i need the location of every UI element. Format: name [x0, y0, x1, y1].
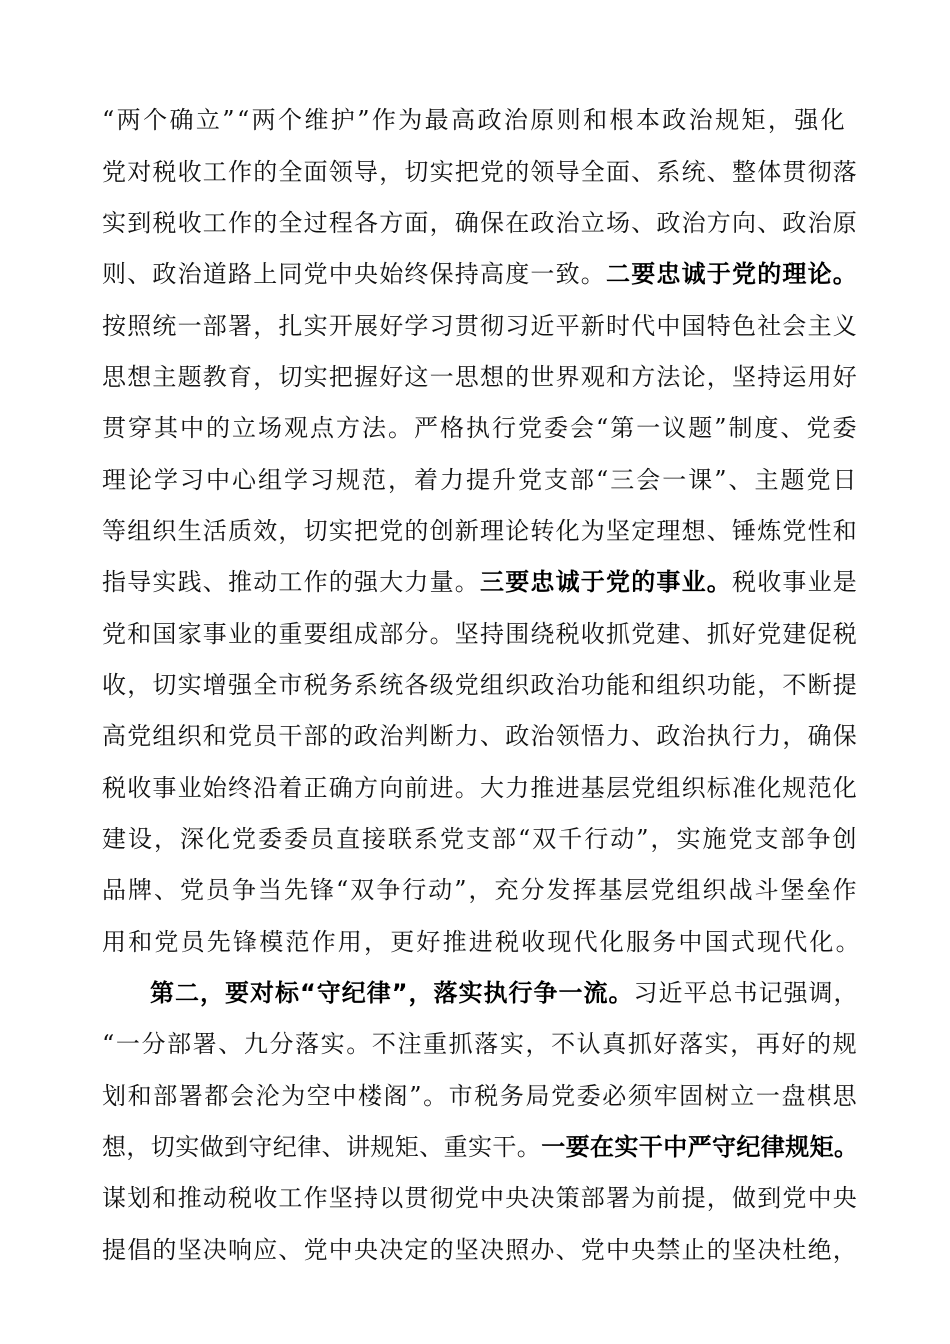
- bold-heading: 三要忠诚于党的事业。: [480, 568, 732, 596]
- text-line: 收，切实增强全市税务系统各级党组织政治功能和组织功能，不断提: [102, 671, 858, 699]
- text-line: 指导实践、推动工作的强大力量。三要忠诚于党的事业。税收事业是: [102, 568, 858, 596]
- text-line: 划和部署都会沦为空中楼阁”。市税务局党委必须牢固树立一盘棋思: [102, 1082, 859, 1110]
- text-line: 党和国家事业的重要组成部分。坚持围绕税收抓党建、抓好党建促税: [102, 620, 858, 648]
- text-line: 用和党员先锋模范作用，更好推进税收现代化服务中国式现代化。: [102, 928, 862, 956]
- text-line: 第二，要对标“守纪律”，落实执行争一流。习近平总书记强调，: [150, 979, 859, 1007]
- text-line: 高党组织和党员干部的政治判断力、政治领悟力、政治执行力，确保: [102, 722, 858, 750]
- text-line: 思想主题教育，切实把握好这一思想的世界观和方法论，坚持运用好: [102, 363, 858, 391]
- bold-heading: 一要在实干中严守纪律规矩。: [541, 1133, 859, 1161]
- text-line: 等组织生活质效，切实把党的创新理论转化为坚定理想、锤炼党性和: [102, 517, 858, 545]
- text-line: 理论学习中心组学习规范，着力提升党支部“三会一课”、主题党日: [102, 466, 859, 494]
- bold-heading: 二要忠诚于党的理论。: [606, 260, 858, 288]
- text-line: “两个确立”“两个维护”作为最高政治原则和根本政治规矩，强化: [102, 106, 848, 134]
- text-line: 想，切实做到守纪律、讲规矩、重实干。一要在实干中严守纪律规矩。: [102, 1133, 859, 1161]
- text-line: 按照统一部署，扎实开展好学习贯彻习近平新时代中国特色社会主义: [102, 312, 858, 340]
- text-line: 党对税收工作的全面领导，切实把党的领导全面、系统、整体贯彻落: [102, 158, 858, 186]
- text-line: 贯穿其中的立场观点方法。严格执行党委会“第一议题”制度、党委: [102, 414, 859, 442]
- text-line: “一分部署、九分落实。不注重抓落实，不认真抓好落实，再好的规: [102, 1030, 859, 1058]
- bold-heading: 第二，要对标“守纪律”，落实执行争一流。: [150, 979, 634, 1007]
- text-line: 则、政治道路上同党中央始终保持高度一致。二要忠诚于党的理论。: [102, 260, 858, 288]
- text-line: 品牌、党员争当先锋“双争行动”，充分发挥基层党组织战斗堡垒作: [102, 876, 859, 904]
- text-line: 提倡的坚决响应、党中央决定的坚决照办、党中央禁止的坚决杜绝，: [102, 1236, 858, 1264]
- text-line: 谋划和推动税收工作坚持以贯彻党中央决策部署为前提，做到党中央: [102, 1184, 858, 1212]
- text-line: 建设，深化党委委员直接联系党支部“双千行动”，实施党支部争创: [102, 825, 859, 853]
- text-line: 实到税收工作的全过程各方面，确保在政治立场、政治方向、政治原: [102, 209, 858, 237]
- text-line: 税收事业始终沿着正确方向前进。大力推进基层党组织标准化规范化: [102, 774, 858, 802]
